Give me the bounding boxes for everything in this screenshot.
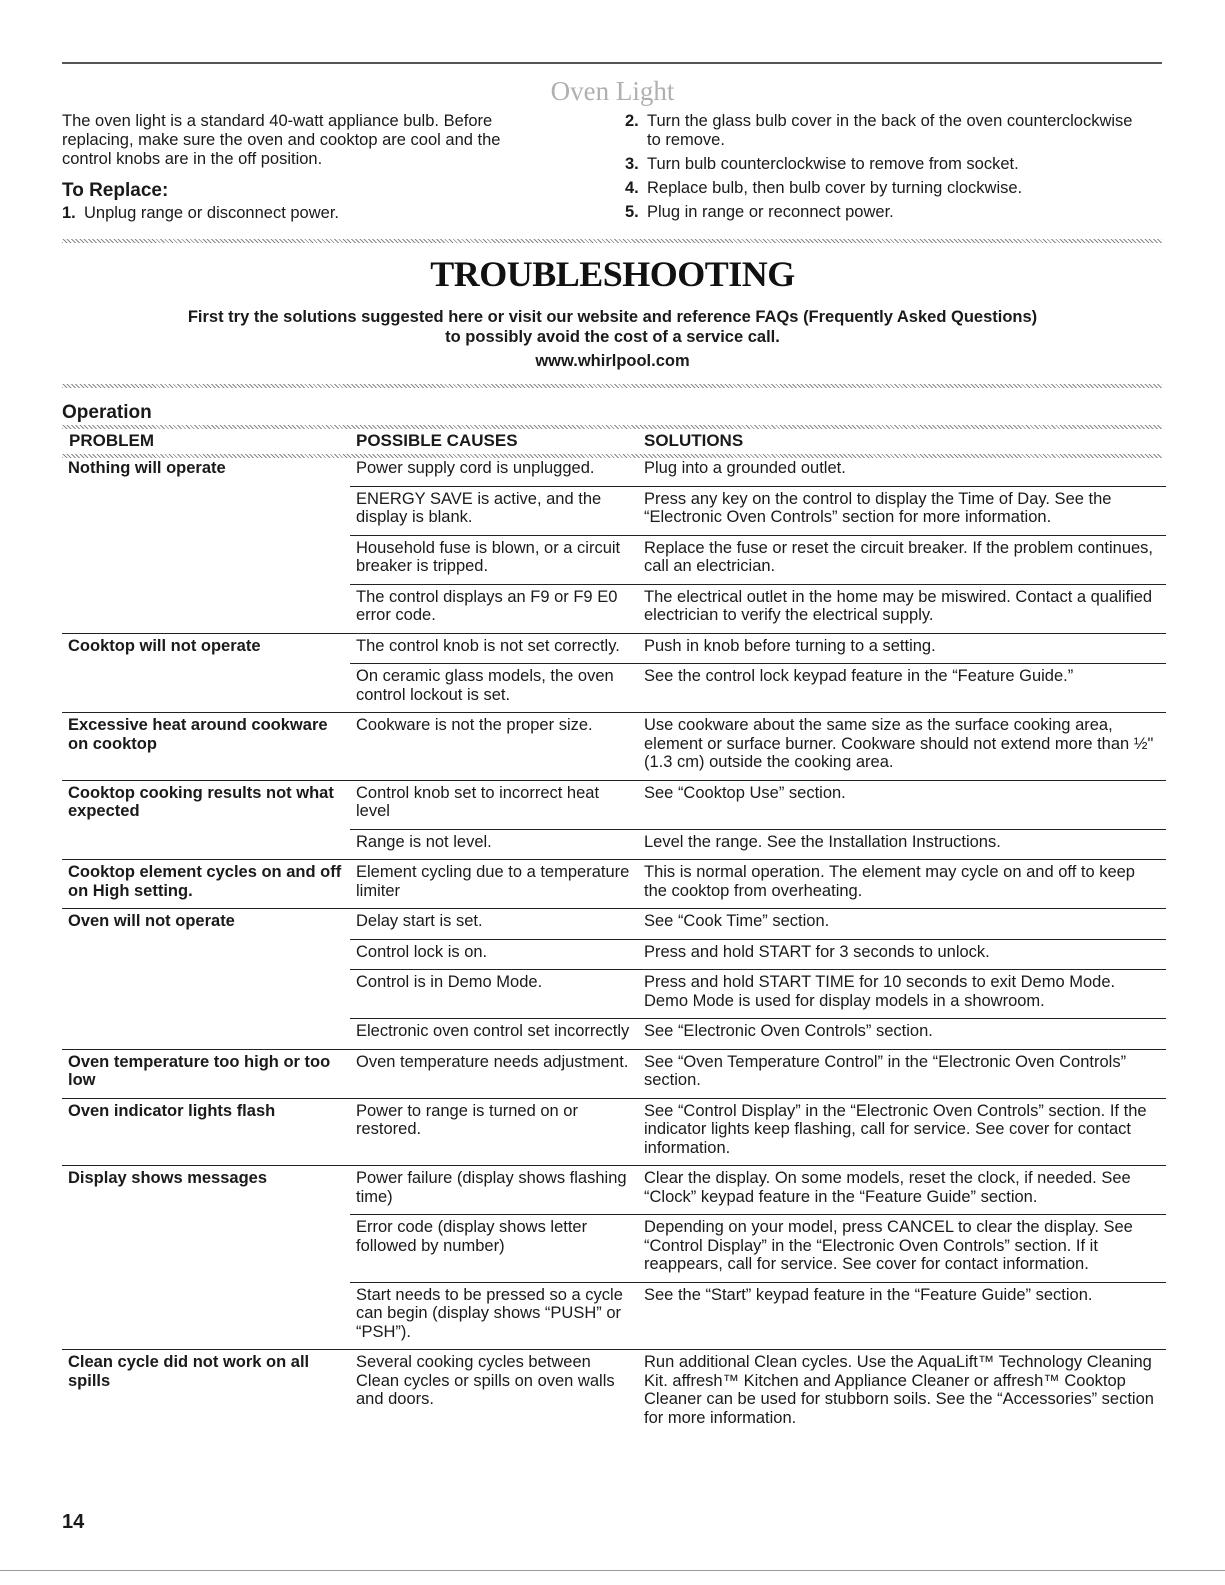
- oven-light-intro: The oven light is a standard 40-watt appliance bulb. Before replacing, make sure the oven and cooktop are cool and the control knobs are in the off position.: [62, 112, 501, 168]
- solution-cell: Use cookware about the same size as the surface cooking area, element or surface burner. Cookware should not extend more than ½" (1.3 cm) outside the cooking area.: [638, 713, 1166, 781]
- step-text: Replace bulb, then bulb cover by turning clockwise.: [647, 179, 1023, 197]
- header-problem: PROBLEM: [69, 431, 154, 450]
- solution-cell: See the control lock keypad feature in the “Feature Guide.”: [638, 664, 1166, 713]
- step-3: [625, 155, 1145, 174]
- step-text: Plug in range or reconnect power.: [647, 203, 894, 221]
- cause-cell: Control knob set to incorrect heat level: [350, 780, 638, 829]
- solution-cell: Plug into a grounded outlet.: [644, 459, 846, 477]
- hatched-divider: [62, 384, 1162, 388]
- solution-cell: Press and hold START TIME for 10 seconds to exit Demo Mode. Demo Mode is used for display models in a showroom.: [638, 970, 1166, 1019]
- step-number: 5.: [625, 203, 639, 221]
- solution-cell: The electrical outlet in the home may be miswired. Contact a qualified electrician to verify the electrical supply.: [638, 584, 1166, 633]
- table-row: [62, 860, 1166, 909]
- solution-cell: See “Cooktop Use” section.: [638, 780, 1166, 829]
- cause-cell: Cookware is not the proper size.: [350, 713, 638, 781]
- solution-cell: See “Cook Time” section.: [638, 909, 1166, 940]
- solution-cell: Press and hold START for 3 seconds to unlock.: [638, 939, 1166, 970]
- solution-cell: Replace the fuse or reset the circuit breaker. If the problem continues, call an electrician.: [638, 535, 1166, 584]
- to-replace-heading: To Replace:: [62, 180, 169, 201]
- cause-cell: Power to range is turned on or restored.: [350, 1098, 638, 1166]
- table-row: [62, 909, 1166, 940]
- table-row: [62, 486, 1166, 535]
- step-number: 2.: [625, 112, 639, 130]
- cause-cell: Start needs to be pressed so a cycle can begin (display shows “PUSH” or “PSH”).: [350, 1282, 638, 1350]
- step-1: [62, 204, 552, 223]
- cause-cell: The control displays an F9 or F9 E0 error code.: [350, 584, 638, 633]
- cause-cell: Element cycling due to a temperature limiter: [350, 860, 638, 909]
- solution-cell: Push in knob before turning to a setting.: [638, 633, 1166, 664]
- solution-cell: See “Oven Temperature Control” in the “Electronic Oven Controls” section.: [638, 1049, 1166, 1098]
- solution-cell: See “Electronic Oven Controls” section.: [638, 1019, 1166, 1050]
- cause-cell: Power supply cord is unplugged.: [356, 459, 595, 477]
- cause-cell: Electronic oven control set incorrectly: [350, 1019, 638, 1050]
- solution-cell: This is normal operation. The element may cycle on and off to keep the cooktop from overheating.: [638, 860, 1166, 909]
- hatched-divider: [62, 239, 1162, 243]
- step-4: [625, 179, 1145, 198]
- table-row: [62, 829, 1166, 860]
- solution-cell: See the “Start” keypad feature in the “Feature Guide” section.: [638, 1282, 1166, 1350]
- troubleshooting-title: TROUBLESHOOTING: [430, 254, 795, 294]
- problem-cell: [62, 970, 350, 1019]
- problem-cell: [62, 1019, 350, 1050]
- problem-cell: Excessive heat around cookware on cooktop: [62, 713, 350, 781]
- website-link[interactable]: www.whirlpool.com: [535, 352, 690, 370]
- solution-cell: Run additional Clean cycles. Use the AquaLift™ Technology Cleaning Kit. affresh™ Kitchen and Appliance Cleaner or affresh™ Cooktop Cleaner can be used for stubborn soils. See the “Accessories” section for more information.: [638, 1350, 1166, 1436]
- table-row: [62, 1098, 1166, 1166]
- table-row: [62, 456, 1166, 486]
- solution-cell: Depending on your model, press CANCEL to clear the display. See “Control Display” in the “Electronic Oven Controls” section. If it reappears, call for service. See cover for contact information.: [638, 1215, 1166, 1283]
- section-heading-operation: Operation: [62, 402, 152, 423]
- cause-cell: Error code (display shows letter followed by number): [350, 1215, 638, 1283]
- table-row: [62, 970, 1166, 1019]
- problem-cell: [62, 1215, 350, 1283]
- cause-cell: Control is in Demo Mode.: [350, 970, 638, 1019]
- page-number: 14: [62, 1511, 85, 1533]
- problem-cell: Clean cycle did not work on all spills: [62, 1350, 350, 1436]
- table-row: [62, 939, 1166, 970]
- header-possible-causes: POSSIBLE CAUSES: [356, 431, 518, 450]
- step-2: [625, 112, 1145, 150]
- cause-cell: Range is not level.: [350, 829, 638, 860]
- solution-cell: Press any key on the control to display the Time of Day. See the “Electronic Oven Controls” section for more information.: [638, 486, 1166, 535]
- top-rule: [62, 62, 1162, 64]
- problem-cell: Oven indicator lights flash: [62, 1098, 350, 1166]
- header-solutions: SOLUTIONS: [644, 431, 744, 450]
- table-row: [62, 664, 1166, 713]
- step-5: [625, 203, 1145, 222]
- problem-cell: Nothing will operate: [68, 459, 226, 477]
- problem-cell: Cooktop will not operate: [62, 633, 350, 664]
- solution-cell: Clear the display. On some models, reset the clock, if needed. See “Clock” keypad feature in the “Feature Guide” section.: [638, 1166, 1166, 1215]
- table-row: [62, 584, 1166, 633]
- problem-cell: Display shows messages: [62, 1166, 350, 1215]
- troubleshooting-intro: [0, 307, 1225, 347]
- cause-cell: The control knob is not set correctly.: [350, 633, 638, 664]
- step-text: Turn bulb counterclockwise to remove from socket.: [647, 155, 1019, 173]
- problem-cell: [62, 939, 350, 970]
- oven-light-right-column: [625, 112, 1145, 222]
- table-row: [62, 1049, 1166, 1098]
- troubleshooting-table: [62, 456, 1166, 1435]
- cause-cell: Power failure (display shows flashing time): [350, 1166, 638, 1215]
- step-number: 3.: [625, 155, 639, 173]
- oven-light-left-column: [62, 112, 552, 223]
- table-header: [62, 431, 1162, 453]
- problem-cell: [62, 664, 350, 713]
- table-row: [62, 1166, 1166, 1215]
- problem-cell: [62, 584, 350, 633]
- cause-cell: ENERGY SAVE is active, and the display is blank.: [350, 486, 638, 535]
- solution-cell: See “Control Display” in the “Electronic Oven Controls” section. If the indicator lights keep flashing, call for service. See cover for contact information.: [638, 1098, 1166, 1166]
- problem-cell: [62, 535, 350, 584]
- cause-cell: On ceramic glass models, the oven control lockout is set.: [350, 664, 638, 713]
- cause-cell: Control lock is on.: [350, 939, 638, 970]
- problem-cell: [62, 829, 350, 860]
- cause-cell: Oven temperature needs adjustment.: [350, 1049, 638, 1098]
- table-row: [62, 1215, 1166, 1283]
- problem-cell: Oven will not operate: [62, 909, 350, 940]
- step-text: Unplug range or disconnect power.: [84, 204, 339, 222]
- problem-cell: Cooktop cooking results not what expected: [62, 780, 350, 829]
- table-row: [62, 535, 1166, 584]
- cause-cell: Delay start is set.: [350, 909, 638, 940]
- problem-cell: [62, 1282, 350, 1350]
- bottom-rule: [0, 1570, 1225, 1571]
- table-row: [62, 1019, 1166, 1050]
- table-row: [62, 780, 1166, 829]
- table-row: [62, 1350, 1166, 1436]
- cause-cell: Several cooking cycles between Clean cycles or spills on oven walls and doors.: [350, 1350, 638, 1436]
- intro-line-2: to possibly avoid the cost of a service call.: [445, 328, 780, 346]
- table-row: [62, 713, 1166, 781]
- step-number: 4.: [625, 179, 639, 197]
- intro-line-1: First try the solutions suggested here or visit our website and reference FAQs (Frequently Asked Questions): [187, 308, 1038, 326]
- cause-cell: Household fuse is blown, or a circuit breaker is tripped.: [350, 535, 638, 584]
- table-row: [62, 1282, 1166, 1350]
- step-number: 1.: [62, 204, 76, 222]
- oven-light-title: Oven Light: [550, 76, 675, 106]
- problem-cell: Cooktop element cycles on and off on High setting.: [62, 860, 350, 909]
- problem-cell: [62, 486, 350, 535]
- step-text: Turn the glass bulb cover in the back of the oven counterclockwise to remove.: [647, 112, 1133, 149]
- problem-cell: Oven temperature too high or too low: [62, 1049, 350, 1098]
- table-row: [62, 633, 1166, 664]
- solution-cell: Level the range. See the Installation Instructions.: [638, 829, 1166, 860]
- hatched-divider: [62, 425, 1162, 429]
